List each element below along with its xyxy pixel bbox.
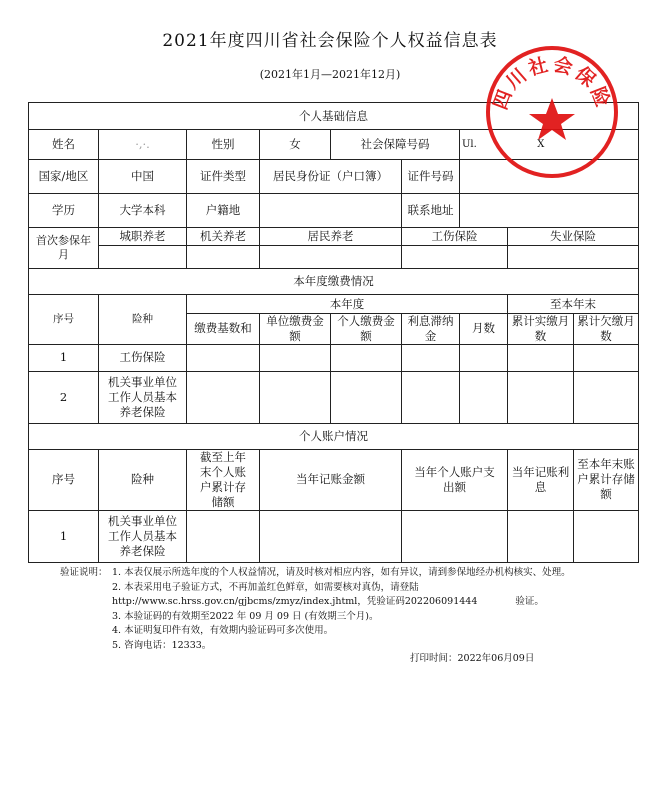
- basic-section-title: 个人基础信息: [29, 103, 639, 130]
- idno-label: 证件号码: [402, 160, 460, 194]
- print-time: 打印时间：2022年06月09日: [410, 653, 535, 664]
- resident-pension-label: 居民养老: [260, 228, 402, 246]
- table-row: [29, 344, 639, 371]
- cell: [574, 510, 639, 562]
- payment-this-year-header: 本年度: [187, 295, 508, 314]
- name-label: 姓名: [29, 130, 99, 160]
- seal-graphic: [490, 50, 614, 174]
- payment-section-title: 本年度缴费情况: [29, 269, 639, 295]
- org-pension-value: [187, 246, 260, 269]
- payment-cumulative-owed-header: 累计欠缴月数: [574, 314, 639, 345]
- urban-pension-label: 城职养老: [99, 228, 187, 246]
- cell: [187, 510, 260, 562]
- account-total-header: 至本年末账户累计存储额: [574, 449, 639, 510]
- cell: [460, 371, 508, 423]
- gender-label: 性别: [187, 130, 260, 160]
- table-row: [29, 510, 639, 562]
- payment-personal-amount-header: 个人缴费金额: [331, 314, 402, 345]
- resident-pension-value: [260, 246, 402, 269]
- note-item: 3. 本验证码的有效期至2022 年 09 月 09 日 (有效期三个月)。: [112, 610, 379, 622]
- account-section-title: 个人账户情况: [29, 423, 639, 449]
- cell: [331, 371, 402, 423]
- payment-row-type: 机关事业单位工作人员基本养老保险: [99, 371, 187, 423]
- payment-base-header: 缴费基数和: [187, 314, 260, 345]
- cell: [460, 344, 508, 371]
- payment-cumulative-paid-header: 累计实缴月数: [508, 314, 574, 345]
- cell: [187, 371, 260, 423]
- verification-notes: [60, 566, 650, 653]
- edu-value: 大学本科: [99, 194, 187, 228]
- document-period: (2021年1月—2021年12月): [259, 68, 401, 81]
- country-value: 中国: [99, 160, 187, 194]
- idtype-label: 证件类型: [187, 160, 260, 194]
- payment-org-amount-header: 单位缴费金额: [260, 314, 331, 345]
- cell: [508, 371, 574, 423]
- star-icon: [529, 98, 575, 140]
- idtype-value: 居民身份证（户口簿）: [260, 160, 402, 194]
- address-label: 联系地址: [402, 194, 460, 228]
- account-row-seq: 1: [29, 510, 99, 562]
- note-item: 4. 本证明复印件有效，有效期内验证码可多次使用。: [112, 625, 334, 636]
- account-row-type: 机关事业单位工作人员基本养老保险: [99, 510, 187, 562]
- payment-row-seq: 1: [29, 344, 99, 371]
- seal-text-path: 四川社会保险: [490, 53, 614, 113]
- hukou-value: [260, 194, 402, 228]
- payment-late-interest-header: 利息滞纳金: [402, 314, 460, 345]
- cell: [260, 344, 331, 371]
- cell: [402, 344, 460, 371]
- payment-row-type: 工伤保险: [99, 344, 187, 371]
- account-year-interest-header: 当年记账利息: [508, 449, 574, 510]
- cell: [574, 344, 639, 371]
- injury-label: 工伤保险: [402, 228, 508, 246]
- cell: [402, 371, 460, 423]
- cell: [331, 344, 402, 371]
- cell: [508, 510, 574, 562]
- document-title: 2021年度四川省社会保险个人权益信息表: [162, 31, 498, 51]
- cell: [187, 344, 260, 371]
- cell: [508, 344, 574, 371]
- payment-months-header: 月数: [460, 314, 508, 345]
- urban-pension-value: [99, 246, 187, 269]
- edu-label: 学历: [29, 194, 99, 228]
- table-row: [29, 371, 639, 423]
- ssn-value: Ul. X: [460, 130, 639, 160]
- cell: [402, 510, 508, 562]
- note-item: 5. 咨询电话：12333。: [112, 639, 212, 651]
- ssn-label: 社会保障号码: [331, 130, 460, 160]
- note-item: 1. 本表仅展示所选年度的个人权益情况，请及时核对相应内容，如有异议，请到参保地经办机构核实、处理。: [112, 567, 571, 578]
- address-value: [460, 194, 639, 228]
- cell: [260, 371, 331, 423]
- notes-label: 验证说明：: [60, 567, 108, 578]
- account-seq-header: 序号: [29, 449, 99, 510]
- official-seal: [486, 46, 618, 178]
- gender-value: 女: [260, 130, 331, 160]
- injury-value: [402, 246, 508, 269]
- name-value: ·,·.: [99, 130, 187, 160]
- account-type-header: 险种: [99, 449, 187, 510]
- account-year-expense-header: 当年个人账户支出额: [402, 449, 508, 510]
- payment-seq-header: 序号: [29, 295, 99, 345]
- note-item: 2. 本表采用电子验证方式，不再加盖红色鲜章，如需要核对真伪，请登陆http://www.sc.hrss.gov.cn/gjbcms/zmyz/index.jhtml，凭验证码202206091444 验证。: [112, 581, 544, 607]
- account-year-credit-header: 当年记账金额: [260, 449, 402, 510]
- account-prev-balance-header: 截至上年末个人账户累计存储额: [187, 449, 260, 510]
- payment-year-end-header: 至本年末: [508, 295, 639, 314]
- org-pension-label: 机关养老: [187, 228, 260, 246]
- first-year-label: 首次参保年月: [29, 228, 99, 269]
- hukou-label: 户籍地: [187, 194, 260, 228]
- unemployment-label: 失业保险: [508, 228, 639, 246]
- payment-row-seq: 2: [29, 371, 99, 423]
- cell: [260, 510, 402, 562]
- country-label: 国家/地区: [29, 160, 99, 194]
- payment-type-header: 险种: [99, 295, 187, 345]
- unemployment-value: [508, 246, 639, 269]
- cell: [574, 371, 639, 423]
